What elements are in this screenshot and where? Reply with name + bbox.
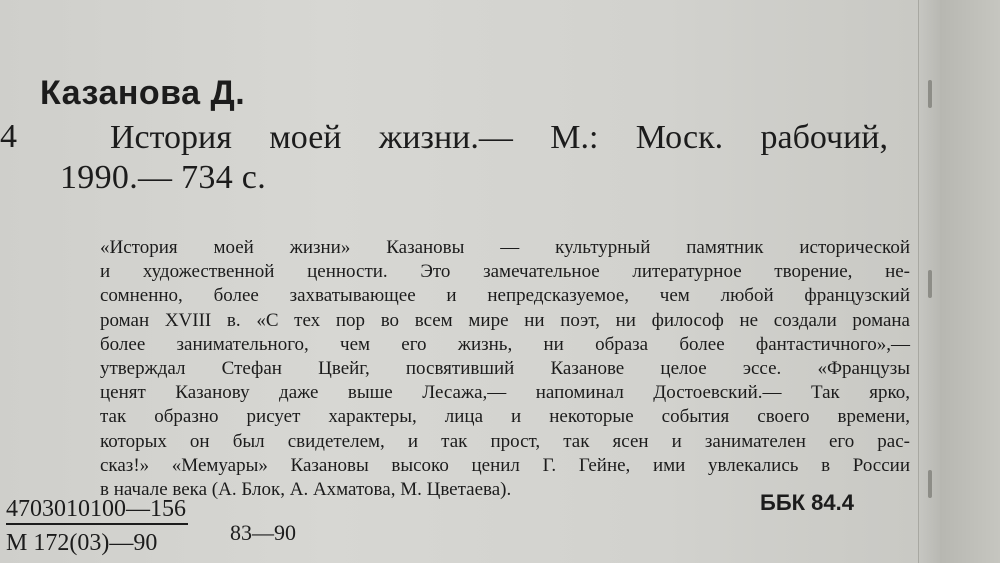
abstract-line: которых он был свидетелем, и так прост, так ясен и занимателен его рас- [100,430,910,452]
binding-stitch [928,470,932,498]
classification-fragment: 4 [0,118,17,155]
abstract-text [100,236,910,502]
abstract-line: так образно рисует характеры, лица и некоторые события своего времени, [100,406,910,428]
abstract-line: «История моей жизни» Казановы — культурный памятник исторической [100,237,910,258]
catalog-code-top: 4703010100—156 [6,496,188,525]
bbk-index: ББК 84.4 [760,490,854,515]
abstract-line: в начале века (А. Блок, А. Ахматова, М. Цветаева). [100,479,512,501]
year-pages-line: 1990.— 734 с. [60,159,266,196]
abstract-line: роман XVIII в. «С тех пор во всем мире ни поэт, ни философ не создали романа [100,309,910,331]
abstract-line: более занимательного, чем его жизнь, ни образа более фантастичного»,— [100,333,910,355]
binding-stitch [928,80,932,108]
abstract-line: ценят Казанову даже выше Лесажа,— напоминал Достоевский.— Так ярко, [100,382,910,404]
abstract-line: сказ!» «Мемуары» Казановы высоко ценил Г. Гейне, ими увлекались в России [100,454,910,476]
catalog-code-bottom: М 172(03)—90 [6,530,158,556]
binding-stitch [928,270,932,298]
title-publisher-line: История моей жизни.— М.: Моск. рабочий, [110,119,888,156]
catalog-code-right: 83—90 [230,520,296,545]
abstract-line: утверждал Стефан Цвейг, посвятивший Казанове целое эссе. «Французы [100,358,910,380]
adjacent-page [940,0,1000,563]
abstract-line: сомненно, более захватывающее и непредсказуемое, чем любой французский [100,285,910,307]
abstract-line: и художественной ценности. Это замечательное литературное творение, не- [100,261,910,283]
author-name: Казанова Д. [40,74,246,112]
